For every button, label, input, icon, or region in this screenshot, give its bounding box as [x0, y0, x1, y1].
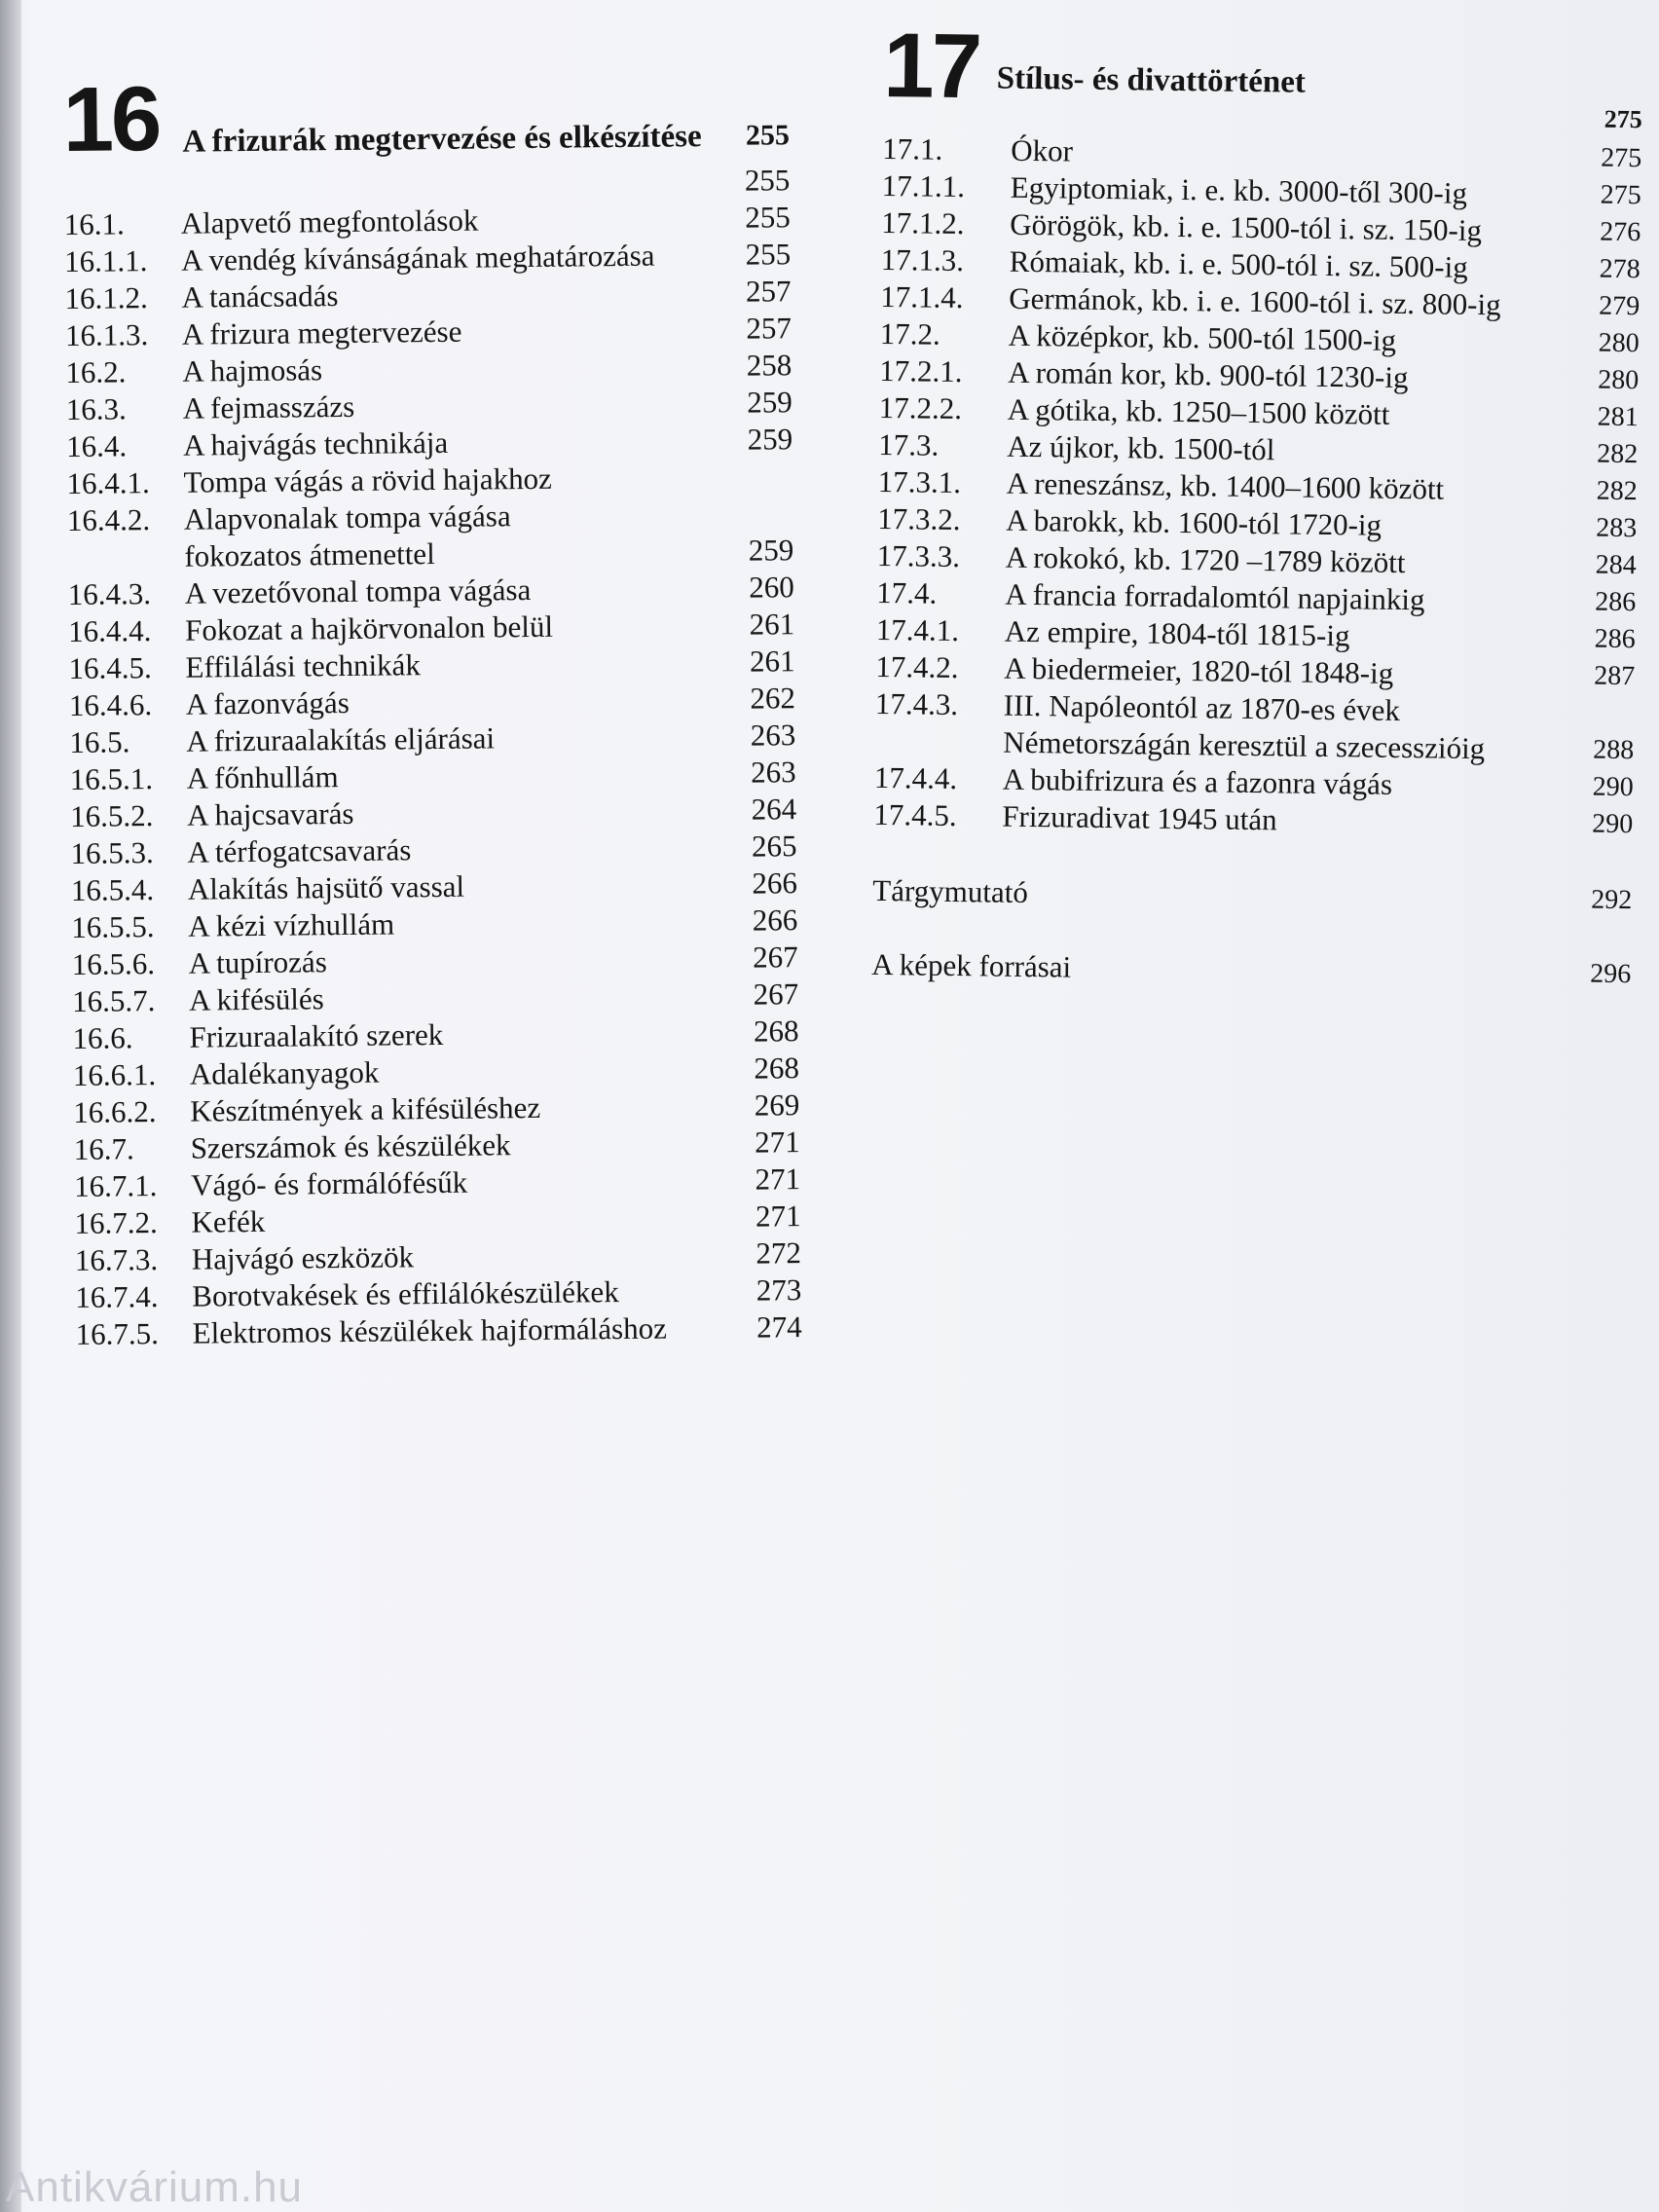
entry-title: A kézi vízhullám [188, 906, 395, 943]
entry-page: 269 [754, 1088, 800, 1123]
entry-title: A hajvágás technikája [182, 424, 449, 462]
chapter-number: 17 [882, 14, 980, 118]
entry-number: 16.4.3. [67, 576, 152, 611]
entry-title: A tanácsadás [181, 278, 339, 314]
entry-number: 17.2.2. [878, 389, 963, 426]
entry-number: 16.4.1. [66, 465, 150, 500]
entry-title: Alapvető megfontolások [180, 203, 479, 240]
entry-page: 267 [753, 940, 798, 975]
entry-title: A hajmosás [182, 352, 323, 388]
entry-number: 16.4.4. [67, 613, 152, 648]
entry-page: 263 [750, 718, 796, 753]
entry-number: 16.5.3. [70, 835, 154, 870]
entry-title: Alakítás hajsütő vassal [187, 868, 465, 906]
entry-title: A hajcsavarás [186, 795, 354, 832]
entry-number: 17.4.1. [875, 611, 960, 648]
entry-page: 266 [752, 903, 798, 938]
back-matter-list [871, 872, 1632, 993]
entry-page: 259 [747, 385, 793, 420]
entry-page: 271 [754, 1124, 800, 1160]
entry-page: 273 [756, 1272, 802, 1308]
entry-page: 280 [1598, 327, 1640, 359]
entry-number: 16.7.1. [73, 1168, 158, 1203]
entry-title: A fazonvágás [185, 684, 350, 721]
entry-title: A francia forradalomtól napjainkig [1005, 576, 1425, 617]
entry-title: A képek forrásai [871, 946, 1072, 984]
entry-title: Készítmények a kifésüléshez [190, 1089, 541, 1128]
entry-title: Frizuraalakító szerek [189, 1016, 444, 1054]
entry-title: A főnhullám [186, 759, 339, 795]
entry-number: 16.7.3. [74, 1242, 159, 1277]
toc-entry [76, 1309, 802, 1353]
entry-page: 283 [1596, 512, 1638, 544]
entry-title: A barokk, kb. 1600-tól 1720-ig [1006, 502, 1382, 542]
entry-title-line: Alapvonalak tompa vágása [183, 498, 511, 536]
entry-page [740, 458, 793, 496]
chapter-page: 275 [1604, 104, 1642, 134]
entry-title: Görögök, kb. i. e. 1500-tól i. sz. 150-ig [1010, 206, 1483, 248]
entry-title: A fejmasszázs [182, 388, 355, 425]
entry-page: 292 [1591, 884, 1633, 916]
entry-title: Frizuradivat 1945 után [1002, 798, 1277, 837]
entry-title: Tárgymutató [872, 872, 1029, 910]
entry-number: 16.1.3. [64, 317, 149, 352]
entry-page: 275 [1600, 179, 1641, 211]
entry-title: Kefék [191, 1203, 266, 1239]
entry-title: Az újkor, kb. 1500-tól [1007, 428, 1275, 467]
entry-page: 286 [1594, 623, 1636, 655]
entry-title: A vendég kívánságának meghatározása [180, 238, 655, 277]
entry-number: 17.3. [878, 426, 940, 462]
entry-number: 16.7.4. [75, 1279, 159, 1314]
chapter-17-column [871, 14, 1643, 993]
entry-page: 286 [1595, 586, 1637, 618]
entry-title: A tupírozás [188, 944, 327, 980]
entry-title [180, 163, 737, 205]
entry-title-line: fokozatos átmenettel [184, 536, 435, 573]
entry-number: 17.4.2. [875, 648, 959, 685]
entry-page: 268 [754, 1051, 800, 1086]
entry-number: 16.6.1. [72, 1057, 157, 1092]
entry-page: 271 [755, 1198, 801, 1234]
entry-title-line: III. Napóleontól az 1870-es évek [1003, 687, 1401, 727]
entry-title: A román kor, kb. 900-tól 1230-ig [1008, 354, 1409, 395]
entry-number: 16.4.2. [66, 502, 151, 537]
entry-page: 282 [1596, 475, 1638, 507]
entry-number: 16.4.5. [68, 650, 152, 685]
entry-page: 282 [1597, 438, 1639, 470]
entry-title: Rómaiak, kb. i. e. 500-tól i. sz. 500-ig [1009, 243, 1468, 284]
entry-number: 17.1.4. [880, 278, 964, 315]
entry-page: 257 [745, 274, 792, 309]
entry-title: Szerszámok és készülékek [190, 1127, 511, 1165]
entry-title: Egyiptomiak, i. e. kb. 3000-től 300-ig [1010, 169, 1468, 210]
entry-number: 16.2. [65, 354, 127, 389]
entry-page: 275 [1601, 142, 1642, 174]
entry-number: 16.5.5. [71, 909, 155, 944]
entry-title [1003, 687, 1580, 769]
entry-number: 16.5. [69, 724, 130, 759]
entry-page: 280 [1598, 364, 1640, 396]
entry-number: 16.7. [73, 1131, 134, 1166]
entry-page: 258 [746, 348, 793, 383]
entry-title: A vezetővonal tompa vágása [184, 571, 532, 610]
entry-number: 17.4.5. [873, 796, 957, 833]
entry-page: 261 [749, 644, 795, 679]
chapter-number: 16 [62, 66, 160, 170]
entry-number: 16.1. [63, 206, 125, 241]
back-matter-entry [871, 946, 1631, 993]
entry-title: A kifésülés [188, 981, 324, 1017]
entry-number: 17.3.2. [877, 500, 961, 537]
entry-number: 17.2. [879, 315, 941, 351]
entry-page: 281 [1597, 401, 1639, 433]
entry-page: 278 [1599, 253, 1641, 285]
entry-page: 266 [752, 866, 798, 901]
entry-number: 16.4.6. [68, 687, 153, 722]
entry-page: 296 [1590, 958, 1632, 990]
entry-number: 17.1. [882, 130, 943, 166]
back-matter-entry [872, 872, 1632, 919]
entry-number: 16.6.2. [73, 1094, 157, 1129]
entry-page: 255 [744, 163, 791, 198]
entry-title: A frizuraalakítás eljárásai [186, 720, 496, 758]
entry-number: 17.4.4. [873, 759, 958, 796]
entry-page: 272 [756, 1235, 802, 1271]
toc-list [63, 162, 802, 1353]
entry-title: Elektromos készülékek hajformáláshoz [192, 1310, 668, 1350]
entry-page: 276 [1600, 216, 1641, 248]
chapter-16-column [62, 53, 802, 1353]
entry-page: 288 [1593, 734, 1635, 766]
entry-title: A középkor, kb. 500-tól 1500-ig [1008, 317, 1397, 357]
chapter-title: A frizurák megtervezése és elkészítése [182, 119, 702, 160]
entry-title: Effilálási technikák [185, 647, 422, 684]
entry-number: 16.1.2. [64, 280, 148, 315]
entry-number: 17.4. [876, 574, 938, 610]
entry-page: 268 [753, 1014, 799, 1049]
entry-number: 16.5.2. [69, 798, 154, 833]
entry-number: 16.5.1. [69, 761, 154, 796]
entry-page: 267 [753, 977, 799, 1012]
entry-number: 16.6. [72, 1020, 133, 1055]
entry-title: A térfogatcsavarás [187, 832, 412, 869]
entry-page: 261 [749, 607, 795, 642]
toc-entry [874, 685, 1635, 769]
entry-title: Ókor [1011, 132, 1074, 168]
entry-number: 17.2.1. [879, 352, 963, 389]
entry-page: 287 [1594, 660, 1636, 692]
page-binding-edge [0, 0, 21, 2212]
entry-title: A gótika, kb. 1250–1500 között [1007, 391, 1390, 431]
entry-title: Fokozat a hajkörvonalon belül [184, 608, 554, 647]
entry-page: 264 [751, 792, 797, 827]
entry-page: 271 [755, 1161, 801, 1197]
entry-title: A bubifrizura és a fazonra vágás [1002, 761, 1393, 801]
chapter-page: 255 [745, 119, 791, 152]
toc-list [873, 130, 1641, 843]
entry-page: 274 [756, 1309, 802, 1345]
entry-number: 17.3.1. [877, 463, 962, 500]
entry-number: 17.1.1. [881, 167, 966, 204]
entry-title-line: Németországán keresztül a szecesszióig [1003, 724, 1486, 766]
entry-page: 290 [1592, 771, 1634, 803]
entry-title: Tompa vágás a rövid hajakhoz [183, 461, 553, 499]
entry-page: 265 [751, 829, 797, 864]
entry-page: 260 [749, 570, 794, 605]
chapter-16-header [62, 53, 791, 170]
entry-page: 257 [746, 311, 793, 346]
toc-entry [67, 495, 794, 576]
entry-page: 255 [745, 200, 791, 235]
entry-number: 16.1.1. [63, 243, 148, 278]
chapter-17-header [882, 14, 1643, 134]
entry-number: 16.5.6. [71, 946, 156, 981]
watermark: Antikvárium.hu [6, 2163, 304, 2211]
entry-title: Borotvakések és effilálókészülékek [192, 1274, 619, 1313]
entry-number: 16.5.4. [70, 872, 155, 907]
entry-title [184, 496, 742, 575]
entry-number: 16.7.5. [75, 1316, 160, 1351]
entry-title: A rokokó, kb. 1720 –1789 között [1005, 539, 1406, 580]
entry-number: 16.3. [65, 391, 127, 426]
entry-title: Hajvágó eszközök [191, 1239, 415, 1276]
entry-title: Germánok, kb. i. e. 1600-tól i. sz. 800-ig [1009, 280, 1501, 322]
entry-number [63, 168, 180, 206]
entry-title: A frizura megtervezése [181, 313, 462, 351]
entry-page: 259 [748, 533, 794, 568]
chapter-title: Stílus- és divattörténet [996, 60, 1307, 100]
entry-page: 290 [1592, 808, 1634, 840]
entry-title: Vágó- és formálófésűk [190, 1164, 468, 1202]
entry-number: 16.7.2. [74, 1205, 158, 1240]
entry-number: 16.5.7. [71, 983, 156, 1018]
entry-number: 17.1.2. [881, 204, 965, 241]
entry-title: Az empire, 1804-től 1815-ig [1004, 613, 1350, 653]
entry-page: 284 [1595, 549, 1637, 581]
entry-number: 17.4.3. [874, 685, 959, 722]
entry-page: 259 [747, 422, 793, 457]
entry-page: 263 [751, 755, 796, 790]
entry-number: 17.3.3. [876, 537, 961, 574]
entry-title: Adalékanyagok [189, 1054, 380, 1091]
entry-title: A reneszánsz, kb. 1400–1600 között [1006, 465, 1445, 506]
entry-page: 262 [750, 681, 796, 716]
entry-page: 279 [1599, 290, 1641, 322]
entry-number: 16.4. [65, 428, 128, 463]
entry-title: A biedermeier, 1820-tól 1848-ig [1004, 650, 1394, 690]
entry-number: 17.1.3. [880, 241, 965, 278]
entry-page: 255 [745, 237, 792, 272]
